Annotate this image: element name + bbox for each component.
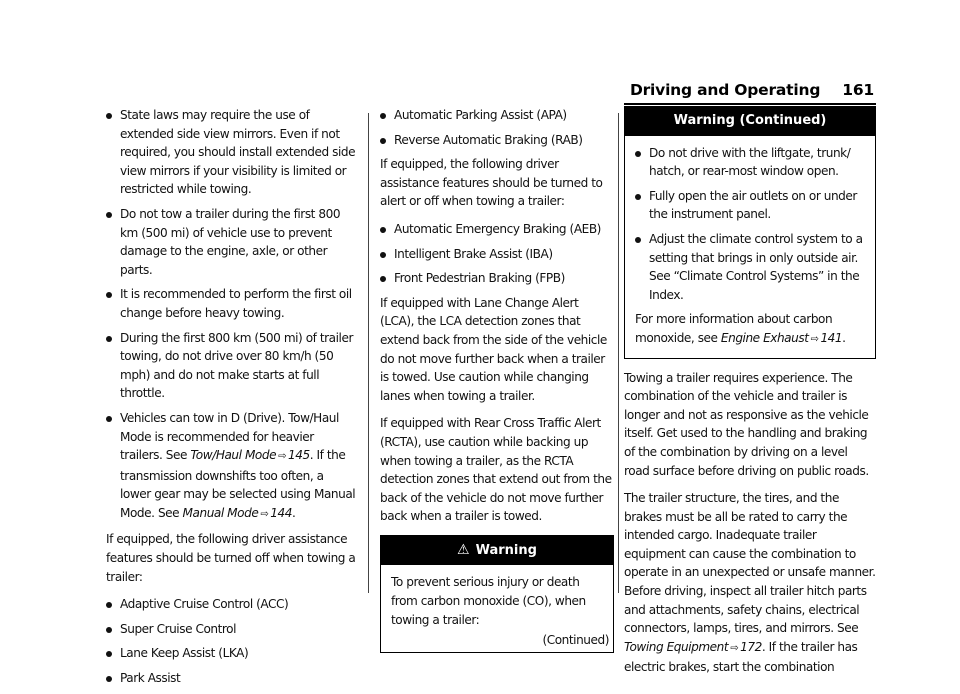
header-rule (624, 103, 876, 105)
page-number: 161 (842, 81, 874, 99)
bullet-icon (106, 292, 112, 298)
warning-body (625, 136, 875, 358)
bullet-icon (106, 416, 112, 422)
page-ref-icon: ⇨ (278, 451, 287, 463)
running-header (474, 81, 874, 103)
paragraph: If equipped with Rear Cross Traffic Alert (RCTA), use caution while backing up when towing a trailer, as the RCTA detection zones that extend out from the back of the vehicle do not move further back when a trailer is towed. (380, 416, 612, 524)
bullet-icon (380, 252, 386, 258)
paragraph: For more information about carbon monoxide, see Engine Exhaust ⇨ 141. (635, 312, 846, 345)
bullet-icon (635, 194, 641, 200)
cross-reference-link[interactable]: Tow/Haul Mode (190, 448, 277, 463)
bullet-icon (106, 113, 112, 119)
column-1 (106, 106, 356, 694)
column-divider (618, 113, 619, 593)
list-item: Do not drive with the liftgate, trunk/ hatch, or rear-most window open. (635, 144, 867, 181)
cross-reference-link[interactable]: Towing Equipment (624, 639, 729, 654)
bullet-icon (106, 602, 112, 608)
section-title: Driving and Operating (629, 81, 821, 99)
paragraph: If equipped, the following driver assistance features should be turned off when towing a trailer: (106, 532, 356, 584)
column-3 (624, 106, 876, 686)
bullet-icon (380, 113, 386, 119)
warning-box (380, 535, 614, 653)
list-item: Lane Keep Assist (LKA) (106, 644, 356, 663)
list-item: Vehicles can tow in D (Drive). Tow/Haul Mode is recommended for heavier trailers. See Tow/Haul Mode ⇨ 145. If the transmission downshifts too often, a lower gear may be selected using Manual Mode. See Manual Mode ⇨ 144. (106, 409, 356, 525)
bullet-icon (106, 336, 112, 342)
column-2 (380, 106, 614, 653)
paragraph: The trailer structure, the tires, and the brakes must be all be rated to carry the intended cargo. Inadequate trailer equipment can cause the combination to operate in an unexpected or unsafe manner. Before driving, inspect all trailer hitch parts and attachments, safety chains, electrical connectors, lamps, tires, and mirrors. See Towing Equipment ⇨ 172. If the trailer has electric brakes, start the combination (624, 491, 876, 675)
list-item: It is recommended to perform the first oil change before heavy towing. (106, 285, 356, 322)
page-ref-number[interactable]: 145 (288, 448, 310, 463)
cross-reference-link[interactable]: Engine Exhaust (720, 330, 809, 345)
bullet-icon (635, 237, 641, 243)
list-item: Automatic Emergency Braking (AEB) (380, 220, 614, 239)
warning-header: ⚠ Warning (381, 536, 613, 566)
warning-text: To prevent serious injury or death from carbon monoxide (CO), when towing a trailer: (391, 575, 586, 627)
list-item: Do not tow a trailer during the first 800 km (500 mi) of vehicle use to prevent damage to the engine, axle, or other parts. (106, 205, 356, 279)
page-ref-icon: ⇨ (730, 642, 739, 654)
paragraph: If equipped with Lane Change Alert (LCA), the LCA detection zones that extend back from the side of the vehicle do not move further back when a trailer is towed. Use caution while changing lanes when towing a trailer. (380, 295, 607, 403)
page-ref-number[interactable]: 172 (740, 639, 762, 654)
bullet-icon (380, 276, 386, 282)
list-item: Adaptive Cruise Control (ACC) (106, 595, 356, 614)
paragraph: If equipped, the following driver assistance features should be turned to alert or off when towing a trailer: (380, 157, 603, 209)
list-item: Park Assist (106, 669, 356, 688)
list-item: Front Pedestrian Braking (FPB) (380, 269, 614, 288)
list-item: Automatic Parking Assist (APA) (380, 106, 614, 125)
warning-box-continued (624, 106, 876, 359)
bullet-icon (106, 212, 112, 218)
list-item: Adjust the climate control system to a setting that brings in only outside air. See “Climate Control Systems” in the Index. (635, 230, 867, 304)
bullet-icon (106, 676, 112, 682)
list-item: State laws may require the use of extended side view mirrors. Even if not required, you should install extended side view mirrors if your visibility is limited or restricted while towing. (106, 106, 356, 199)
bullet-icon (380, 138, 386, 144)
warning-header: Warning (Continued) (625, 107, 875, 136)
paragraph: Towing a trailer requires experience. The combination of the vehicle and trailer is longer and not as responsive as the vehicle itself. Get used to the handling and braking of the combination by driving on a level road surface before driving on public roads. (624, 370, 869, 478)
continued-label: (Continued) (542, 633, 609, 648)
bullet-icon (635, 151, 641, 157)
warning-icon: ⚠ (457, 541, 470, 558)
page-ref-icon: ⇨ (810, 333, 819, 345)
page-ref-number[interactable]: 144 (270, 505, 293, 520)
cross-reference-link[interactable]: Manual Mode (182, 505, 259, 520)
bullet-icon (106, 627, 112, 633)
column-divider (368, 113, 369, 593)
list-item: Intelligent Brake Assist (IBA) (380, 245, 614, 264)
page-ref-number[interactable]: 141 (820, 330, 843, 345)
bullet-icon (106, 651, 112, 657)
list-item: Fully open the air outlets on or under the instrument panel. (635, 187, 867, 224)
page-ref-icon: ⇨ (260, 508, 269, 520)
list-item: Reverse Automatic Braking (RAB) (380, 131, 614, 150)
bullet-icon (380, 227, 386, 233)
list-item: Super Cruise Control (106, 620, 356, 639)
list-item: During the first 800 km (500 mi) of trailer towing, do not drive over 80 km/h (50 mph) and do not make starts at full throttle. (106, 329, 356, 403)
